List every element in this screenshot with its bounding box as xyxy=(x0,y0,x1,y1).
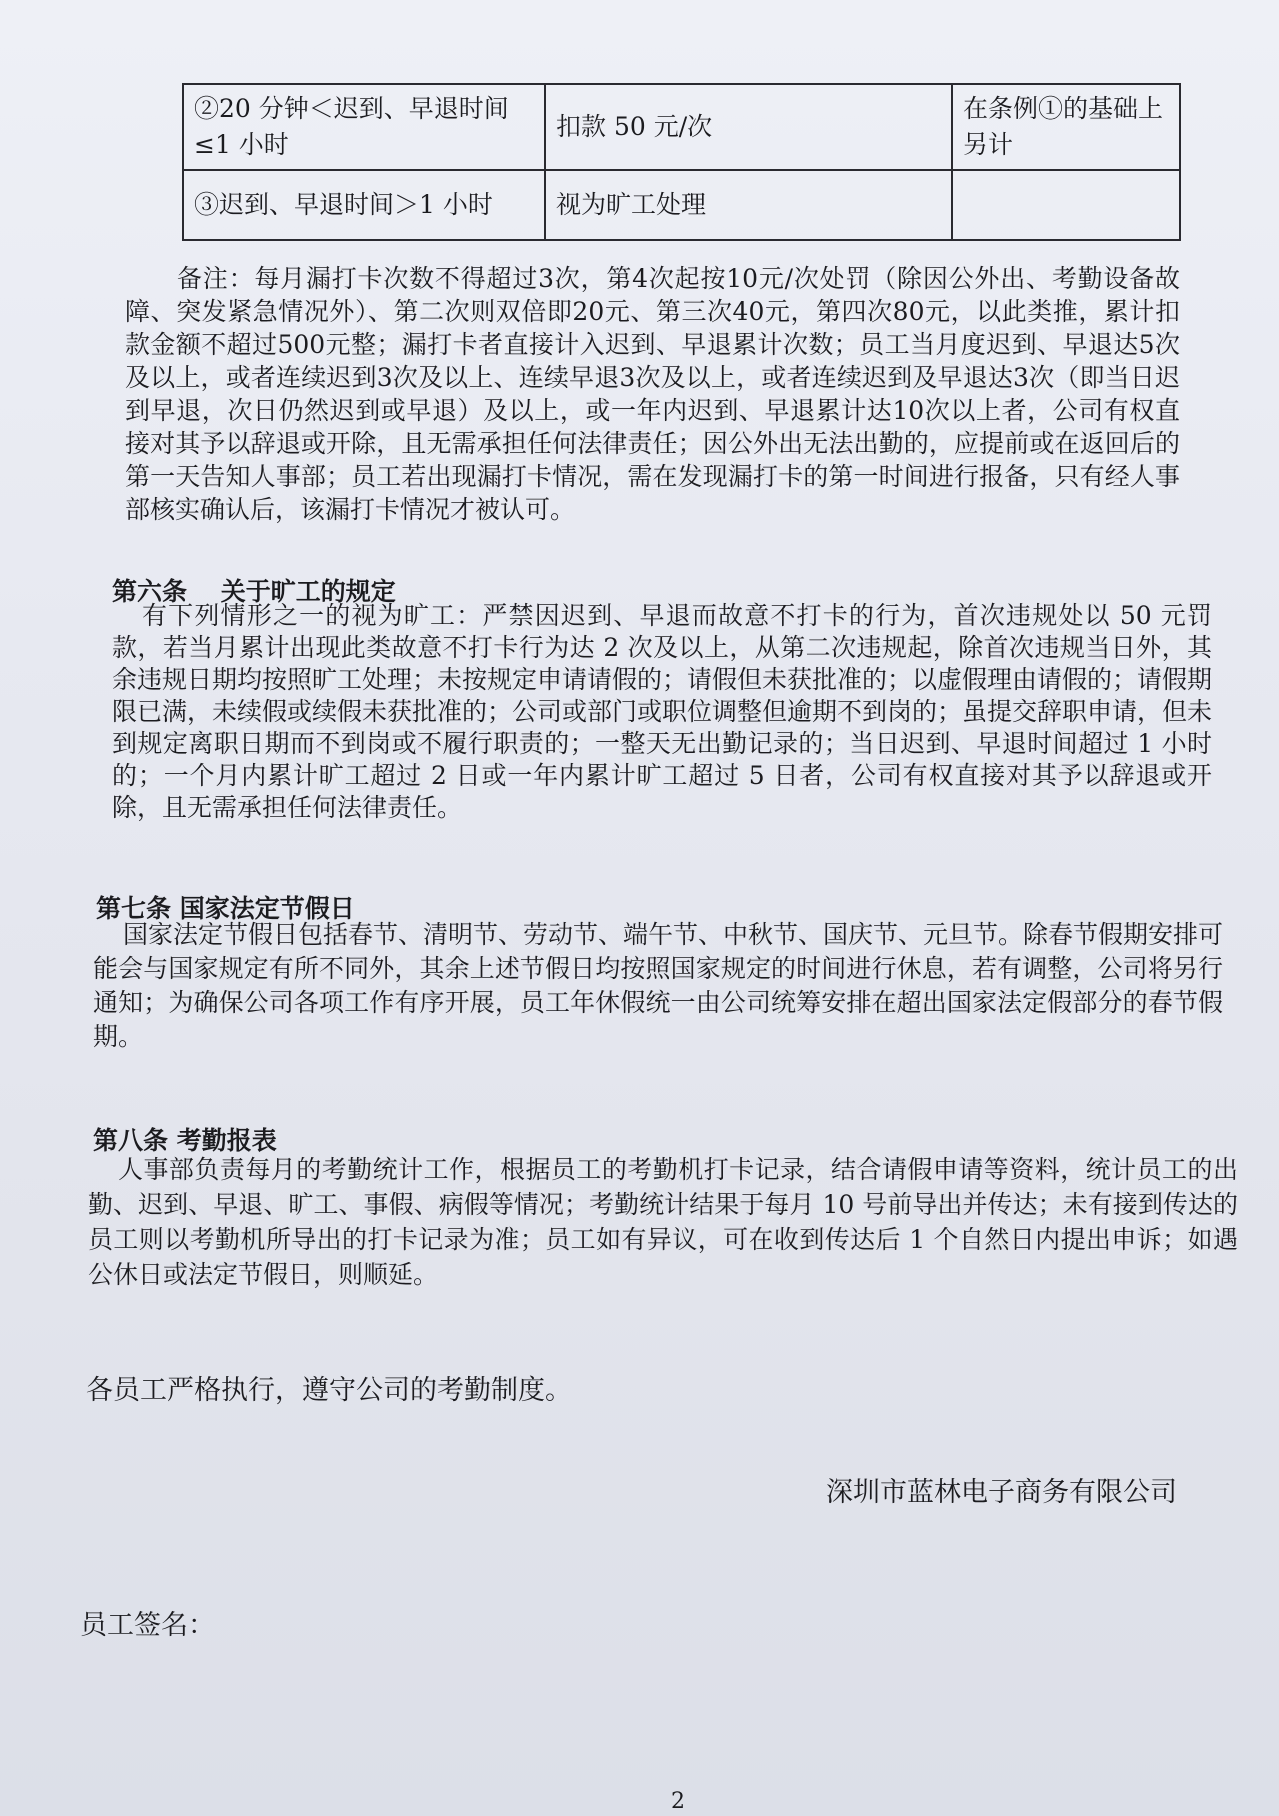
remark-note xyxy=(125,262,1180,526)
company-name: 深圳市蓝林电子商务有限公司 xyxy=(826,1477,1177,1508)
condition-cell: ③迟到、早退时间＞1 小时 xyxy=(183,170,545,240)
penalty-table xyxy=(182,83,1181,241)
section-6-text: 有下列情形之一的视为旷工：严禁因迟到、早退而故意不打卡的行为，首次违规处以 50 元罚款，若当月累计出现此类故意不打卡行为达 2 次及以上，从第二次违规起，除首次违规当日外，其余违规日期均按照旷工处理；未按规定申请请假的；请假但未获批准的；以虚假理由请假的；请假期限已满，未续假或续假未获批准的；公司或部门或职位调整但逾期不到岗的；虽提交辞职申请，但未到规定离职日期而不到岗或不履行职责的；一整天无出勤记录的；当日迟到、早退时间超过 1 小时的；一个月内累计旷工超过 2 日或一年内累计旷工超过 5 日者，公司有权直接对其予以辞退或开除，且无需承担任何法律责任。 xyxy=(112,601,1213,822)
section-6-body xyxy=(112,600,1212,824)
section-7-body xyxy=(93,918,1223,1054)
remark-note-text: 备注：每月漏打卡次数不得超过3次，第4次起按10元/次处罚（除因公外出、考勤设备故障、突发紧急情况外）、第二次则双倍即20元、第三次40元，第四次80元，以此类推，累计扣款金额不超过500元整；漏打卡者直接计入迟到、早退累计次数；员工当月度迟到、早退达5次及以上，或者连续迟到3次及以上、连续早退3次及以上，或者连续迟到及早退达3次（即当日迟到早退，次日仍然迟到或早退）及以上，或一年内迟到、早退累计达10次以上者，公司有权直接对其予以辞退或开除，且无需承担任何法律责任；因公外出无法出勤的，应提前或在返回后的第一天告知人事部；员工若出现漏打卡情况，需在发现漏打卡的第一时间进行报备，只有经人事部核实确认后，该漏打卡情况才被认可。 xyxy=(125,264,1180,524)
table-row xyxy=(183,84,1180,170)
remark-cell xyxy=(952,170,1180,240)
remark-cell: 在条例①的基础上另计 xyxy=(952,84,1180,170)
section-7-title: 第七条 国家法定节假日 xyxy=(96,894,355,923)
page-number: 2 xyxy=(671,1789,685,1814)
section-8-text: 人事部负责每月的考勤统计工作，根据员工的考勤机打卡记录，结合请假申请等资料，统计员工的出勤、迟到、早退、旷工、事假、病假等情况；考勤统计结果于每月 10 号前导出并传达；未有接到传达的员工则以考勤机所导出的打卡记录为准；员工如有异议，可在收到传达后 1 个自然日内提出申诉；如遇公休日或法定节假日，则顺延。 xyxy=(88,1155,1238,1289)
section-8-body xyxy=(88,1152,1238,1292)
penalty-cell: 扣款 50 元/次 xyxy=(545,84,952,170)
section-6-title: 第六条 关于旷工的规定 xyxy=(112,577,396,606)
table-row xyxy=(183,170,1180,240)
employee-signature-label: 员工签名： xyxy=(80,1610,215,1641)
penalty-cell: 视为旷工处理 xyxy=(545,170,952,240)
section-7-text: 国家法定节假日包括春节、清明节、劳动节、端午节、中秋节、国庆节、元旦节。除春节假期安排可能会与国家规定有所不同外，其余上述节假日均按照国家规定的时间进行休息，若有调整，公司将另行通知；为确保公司各项工作有序开展，员工年休假统一由公司统筹安排在超出国家法定假部分的春节假期。 xyxy=(93,920,1224,1051)
closing-statement: 各员工严格执行，遵守公司的考勤制度。 xyxy=(86,1375,572,1406)
condition-cell: ②20 分钟＜迟到、早退时间≤1 小时 xyxy=(183,84,545,170)
section-8-title: 第八条 考勤报表 xyxy=(93,1126,277,1155)
